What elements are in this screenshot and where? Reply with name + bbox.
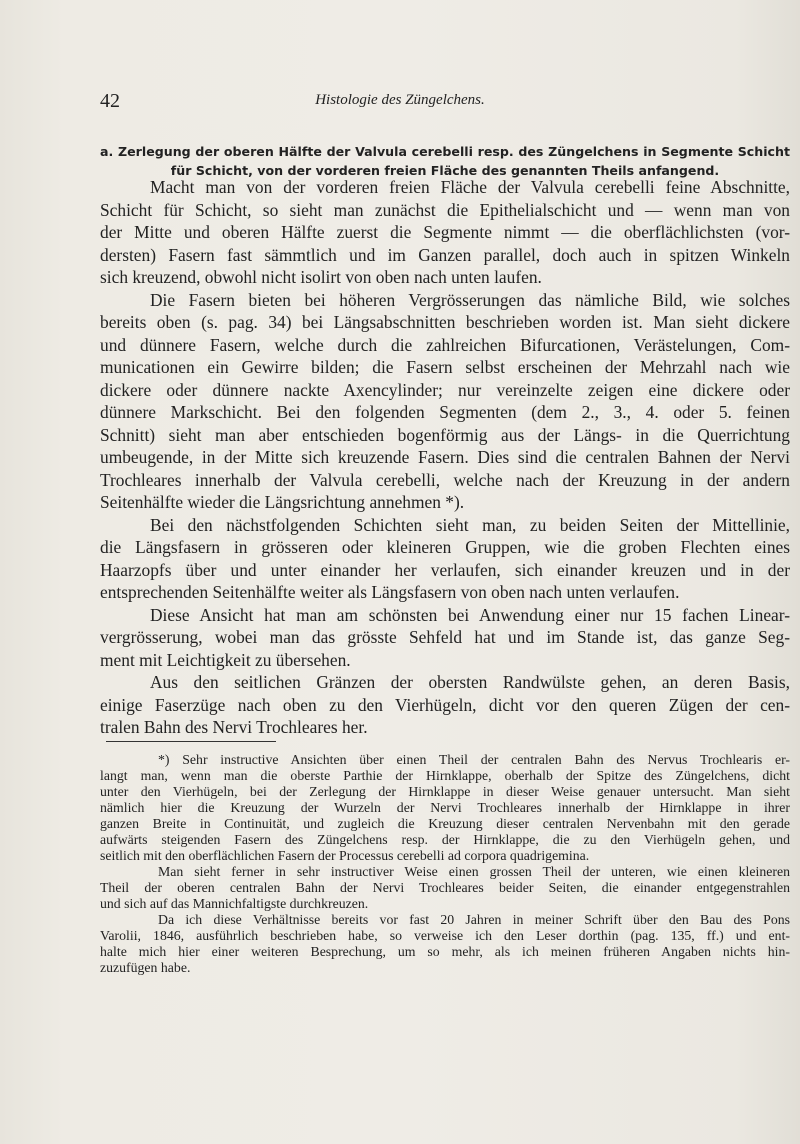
footnote-line: nämlich hier die Kreuzung der Wurzeln der Nervi Trochleares innerhalb der Hirnklappe in ihrer — [100, 800, 790, 815]
text-line: tralen Bahn des Nervi Trochleares her. — [100, 717, 368, 737]
text-line: Schicht für Schicht, so sieht man zunächst die Epithelialschicht und — wenn man von — [100, 199, 790, 220]
footnote-line: Da ich diese Verhältnisse bereits vor fast 20 Jahren in meiner Schrift über den Bau des Pons — [158, 912, 790, 927]
body-text — [100, 176, 790, 739]
text-line: Die Fasern bieten bei höheren Vergrösserungen das nämliche Bild, wie solches — [150, 289, 790, 310]
footnote-line: *) Sehr instructive Ansichten über einen Theil der centralen Bahn des Nervus Trochlearis er- — [158, 752, 790, 767]
text-line: municationen ein Gewirre bilden; die Fasern selbst erscheinen der Mehrzahl nach wie — [100, 357, 790, 377]
text-line: ment mit Leichtigkeit zu übersehen. — [100, 649, 351, 670]
footnote-line: aufwärts steigenden Fasern des Züngelchens resp. der Hirnklappe, die zu den Vierhügeln gehen, und — [100, 832, 790, 847]
footnotes — [100, 752, 790, 976]
footnote-line: zuzufügen habe. — [100, 960, 191, 975]
footnote-line: unter den Vierhügeln, bei der Zerlegung der Hirnklappe in dieser Weise genauer untersucht. Man sieht — [100, 784, 790, 799]
section-heading-line: für Schicht, von der vorderen freien Fläche des genannten Theils anfangend. — [170, 163, 720, 178]
footnote-line: langt man, wenn man die oberste Parthie der Hirnklappe, oberhalb der Spitze des Züngelchens, dicht — [100, 768, 790, 783]
footnote-line: und sich auf das Mannichfaltigste durchkreuzen. — [100, 896, 369, 911]
footnote-line: ganzen Breite in Continuität, und zugleich die Kreuzung dieser centralen Nervenbahn mit den gerade — [100, 816, 790, 831]
text-line: die Längsfasern in grösseren oder kleineren Gruppen, wie die groben Flechten eines — [100, 537, 790, 557]
text-line: dersten) Fasern fast sämmtlich und im Ganzen parallel, doch auch in spitzen Winkeln — [100, 244, 790, 265]
text-line: sich kreuzend, obwohl nicht isolirt von oben nach unten laufen. — [100, 267, 542, 287]
text-line: der Mitte und oberen Hälfte zuerst die Segmente nimmt — die oberflächlichsten (vor- — [100, 222, 790, 242]
text-line: Haarzopfs über und unter einander her verlaufen, sich einander kreuzen und in der — [100, 559, 790, 580]
footnote-line: Varolii, 1846, ausführlich beschrieben habe, so verweise ich den Leser dorthin (pag. 135, ff.) und ent- — [100, 928, 790, 943]
text-line: und dünnere Fasern, welche durch die zahlreichen Bifurcationen, Verästelungen, Com- — [100, 334, 790, 355]
text-line: Macht man von der vorderen freien Fläche der Valvula cerebelli feine Abschnitte, — [150, 177, 790, 197]
page-number: 42 — [100, 90, 120, 112]
text-line: vergrösserung, wobei man das grösste Sehfeld hat und im Stande ist, das ganze Seg- — [100, 627, 790, 647]
footnote-line: Theil der oberen centralen Bahn der Nervi Trochleares beider Seiten, die einander entgegenstrahlen — [100, 880, 790, 895]
text-line: einige Faserzüge nach oben zu den Vierhügeln, dicht vor den queren Zügen der cen- — [100, 694, 790, 715]
text-line: Aus den seitlichen Gränzen der obersten Randwülste gehen, an deren Basis, — [150, 672, 790, 692]
text-line: umbeugende, in der Mitte sich kreuzende Fasern. Dies sind die centralen Bahnen der Nervi — [100, 447, 790, 467]
text-line: bereits oben (s. pag. 34) bei Längsabschnitten beschrieben worden ist. Man sieht dickere — [100, 312, 790, 332]
footnote-line: Man sieht ferner in sehr instructiver Weise einen grossen Theil der unteren, wie einen kleineren — [158, 864, 790, 879]
text-line: Diese Ansicht hat man am schönsten bei Anwendung einer nur 15 fachen Linear- — [150, 604, 790, 625]
running-title: Histologie des Züngelchens. — [315, 92, 485, 108]
running-head — [100, 90, 700, 114]
section-heading — [100, 142, 790, 180]
text-line: Bei den nächstfolgenden Schichten sieht man, zu beiden Seiten der Mittellinie, — [150, 514, 790, 535]
text-line: Seitenhälfte wieder die Längsrichtung annehmen *). — [100, 492, 465, 512]
footnote-rule — [106, 741, 276, 742]
text-line: dickere oder dünnere nackte Axencylinder; nur vereinzelte zeigen eine dickere oder — [100, 379, 790, 400]
footnote-line: seitlich mit den oberflächlichen Fasern der Processus cerebelli ad corpora quadrigemina. — [100, 848, 590, 863]
text-line: dünnere Markschicht. Bei den folgenden Segmenten (dem 2., 3., 4. oder 5. feinen — [100, 402, 790, 422]
footnote-line: halte mich hier einer weiteren Besprechung, um so mehr, als ich meinen früheren Angaben nichts hin- — [100, 944, 790, 959]
text-line: Trochleares innerhalb der Valvula cerebelli, welche nach der Kreuzung in der andern — [100, 469, 790, 490]
section-heading-line: a. Zerlegung der oberen Hälfte der Valvula cerebelli resp. des Züngelchens in Segmente Schicht — [100, 144, 790, 159]
text-line: entsprechenden Seitenhälfte weiter als Längsfasern von oben nach unten verlaufen. — [100, 582, 680, 602]
text-line: Schnitt) sieht man aber entschieden bogenförmig aus der Längs- in die Querrichtung — [100, 424, 790, 445]
